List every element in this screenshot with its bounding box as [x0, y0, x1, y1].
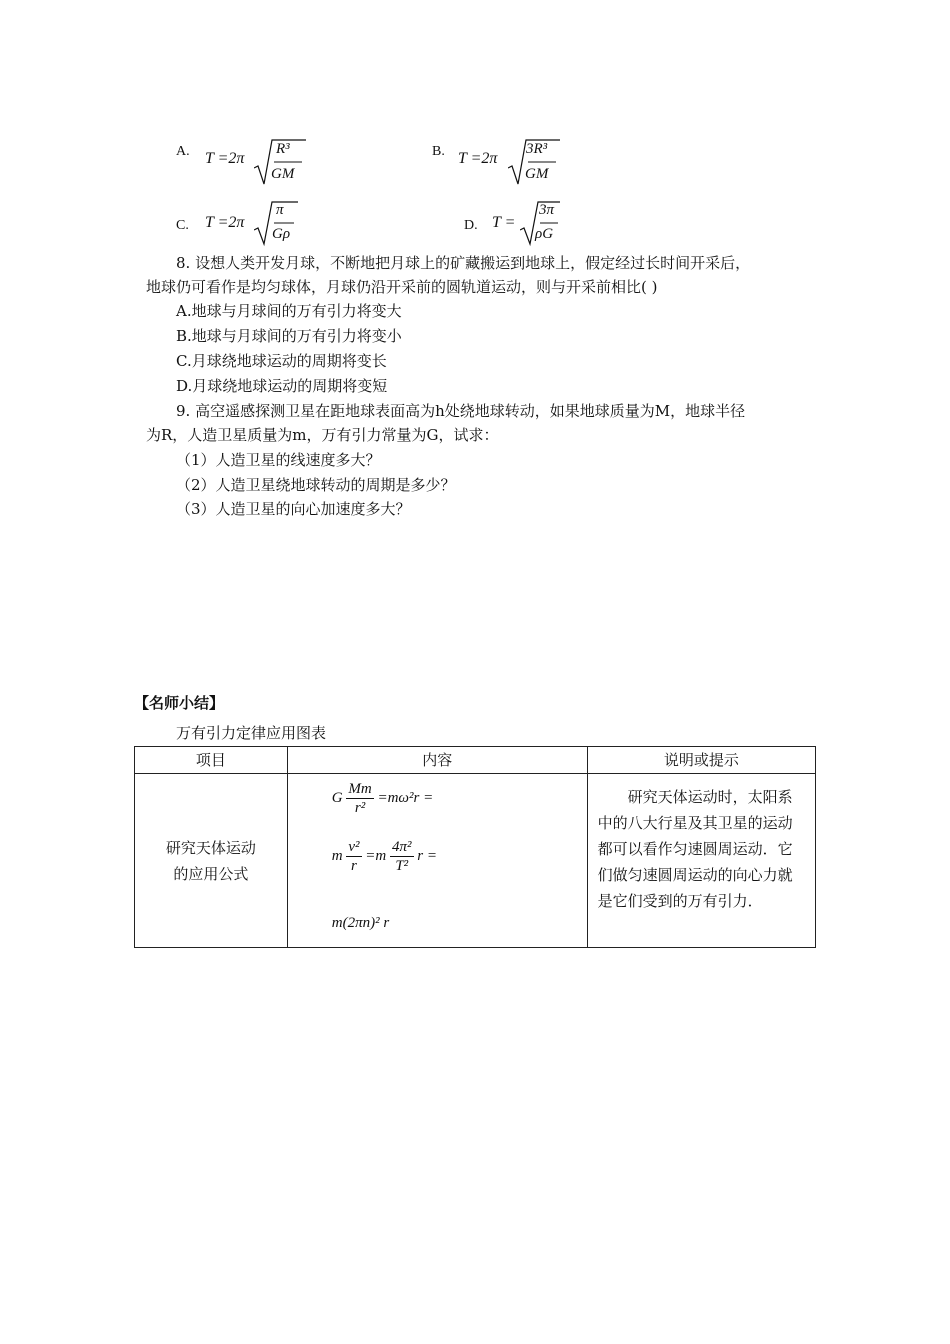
option-label: D. [464, 218, 478, 233]
q7-formula-a: T =2π [205, 150, 245, 167]
q9-part-2: （2）人造卫星绕地球转动的周期是多少？ [176, 476, 456, 494]
q7-formula-b: T =2π [458, 150, 498, 167]
option-label: C. [176, 218, 189, 233]
q9-part-1: （1）人造卫星的线速度多大？ [176, 451, 381, 469]
q7-d-den: ρG [535, 226, 554, 242]
header-content: 内容 [287, 747, 587, 774]
q7-option-c [176, 214, 189, 234]
summary-table [134, 746, 816, 948]
option-label: A. [176, 144, 190, 159]
q8-option-d: D.月球绕地球运动的周期将变短 [176, 377, 388, 395]
row-content-cell [287, 774, 587, 948]
q7-b-num: 3R³ [526, 141, 548, 157]
table-header-row [135, 747, 816, 774]
formula-1: G $\frac{Mm}{\text{r²}}$ =mω²r = [331, 781, 434, 816]
row-note-cell [587, 774, 815, 948]
formula-2: m $\frac{\text{v²}}{r}$ =m $\frac{\text{4π²}}{\text{T²}}$ r = [331, 839, 437, 874]
q7-b-den: GM [525, 166, 549, 182]
row-item-cell [135, 774, 288, 948]
q8-option-c: C.月球绕地球运动的周期将变长 [176, 352, 387, 370]
q7-a-den: GM [271, 166, 295, 182]
q8-option-b: B.地球与月球间的万有引力将变小 [176, 327, 402, 345]
option-label: B. [432, 144, 445, 159]
row-item-text: 研究天体运动的应用公式 [165, 838, 256, 883]
fraction: $\frac{Mm}{\text{r²}}$ [348, 781, 372, 816]
q7-d-num: 3π [539, 202, 555, 218]
q9-line-1: 9. 高空遥感探测卫星在距地球表面高为h处绕地球转动，如果地球质量为M，地球半径 [176, 402, 746, 420]
q7-a-num: R³ [276, 141, 290, 157]
fraction: $\frac{\text{4π²}}{\text{T²}}$ [392, 839, 412, 874]
q7-c-num: π [276, 202, 284, 218]
table-row [135, 774, 816, 948]
q8-option-a: A.地球与月球间的万有引力将变大 [176, 302, 402, 320]
q9-line-2: 为R，人造卫星质量为m，万有引力常量为G，试求： [146, 426, 499, 444]
q7-option-b [432, 140, 445, 160]
formula-3: m(2πn)² r [331, 915, 390, 931]
q7-option-d [464, 214, 478, 234]
q8-line-2: 地球仍可看作是均匀球体，月球仍沿开采前的圆轨道运动，则与开采前相比( ) [146, 278, 658, 296]
q9-part-3: （3）人造卫星的向心加速度多大？ [176, 500, 411, 518]
fraction: $\frac{\text{v²}}{r}$ [348, 839, 360, 874]
formula-block [288, 774, 587, 946]
header-item: 项目 [135, 747, 288, 774]
summary-table-title: 万有引力定律应用图表 [176, 724, 327, 742]
q7-formula-d: T = [492, 214, 516, 231]
q7-c-den: Gρ [272, 226, 291, 242]
q7-formula-c: T =2π [205, 214, 245, 231]
summary-heading: 【名师小结】 [134, 694, 225, 712]
q8-line-1: 8. 设想人类开发月球，不断地把月球上的矿藏搬运到地球上，假定经过长时间开采后， [176, 254, 751, 272]
row-note-text: 研究天体运动时，太阳系中的八大行星及其卫星的运动都可以看作匀速圆周运动．它们做匀速圆周运动的向心力就是它们受到的万有引力． [597, 788, 793, 910]
header-note: 说明或提示 [587, 747, 815, 774]
q7-option-a [176, 140, 190, 160]
